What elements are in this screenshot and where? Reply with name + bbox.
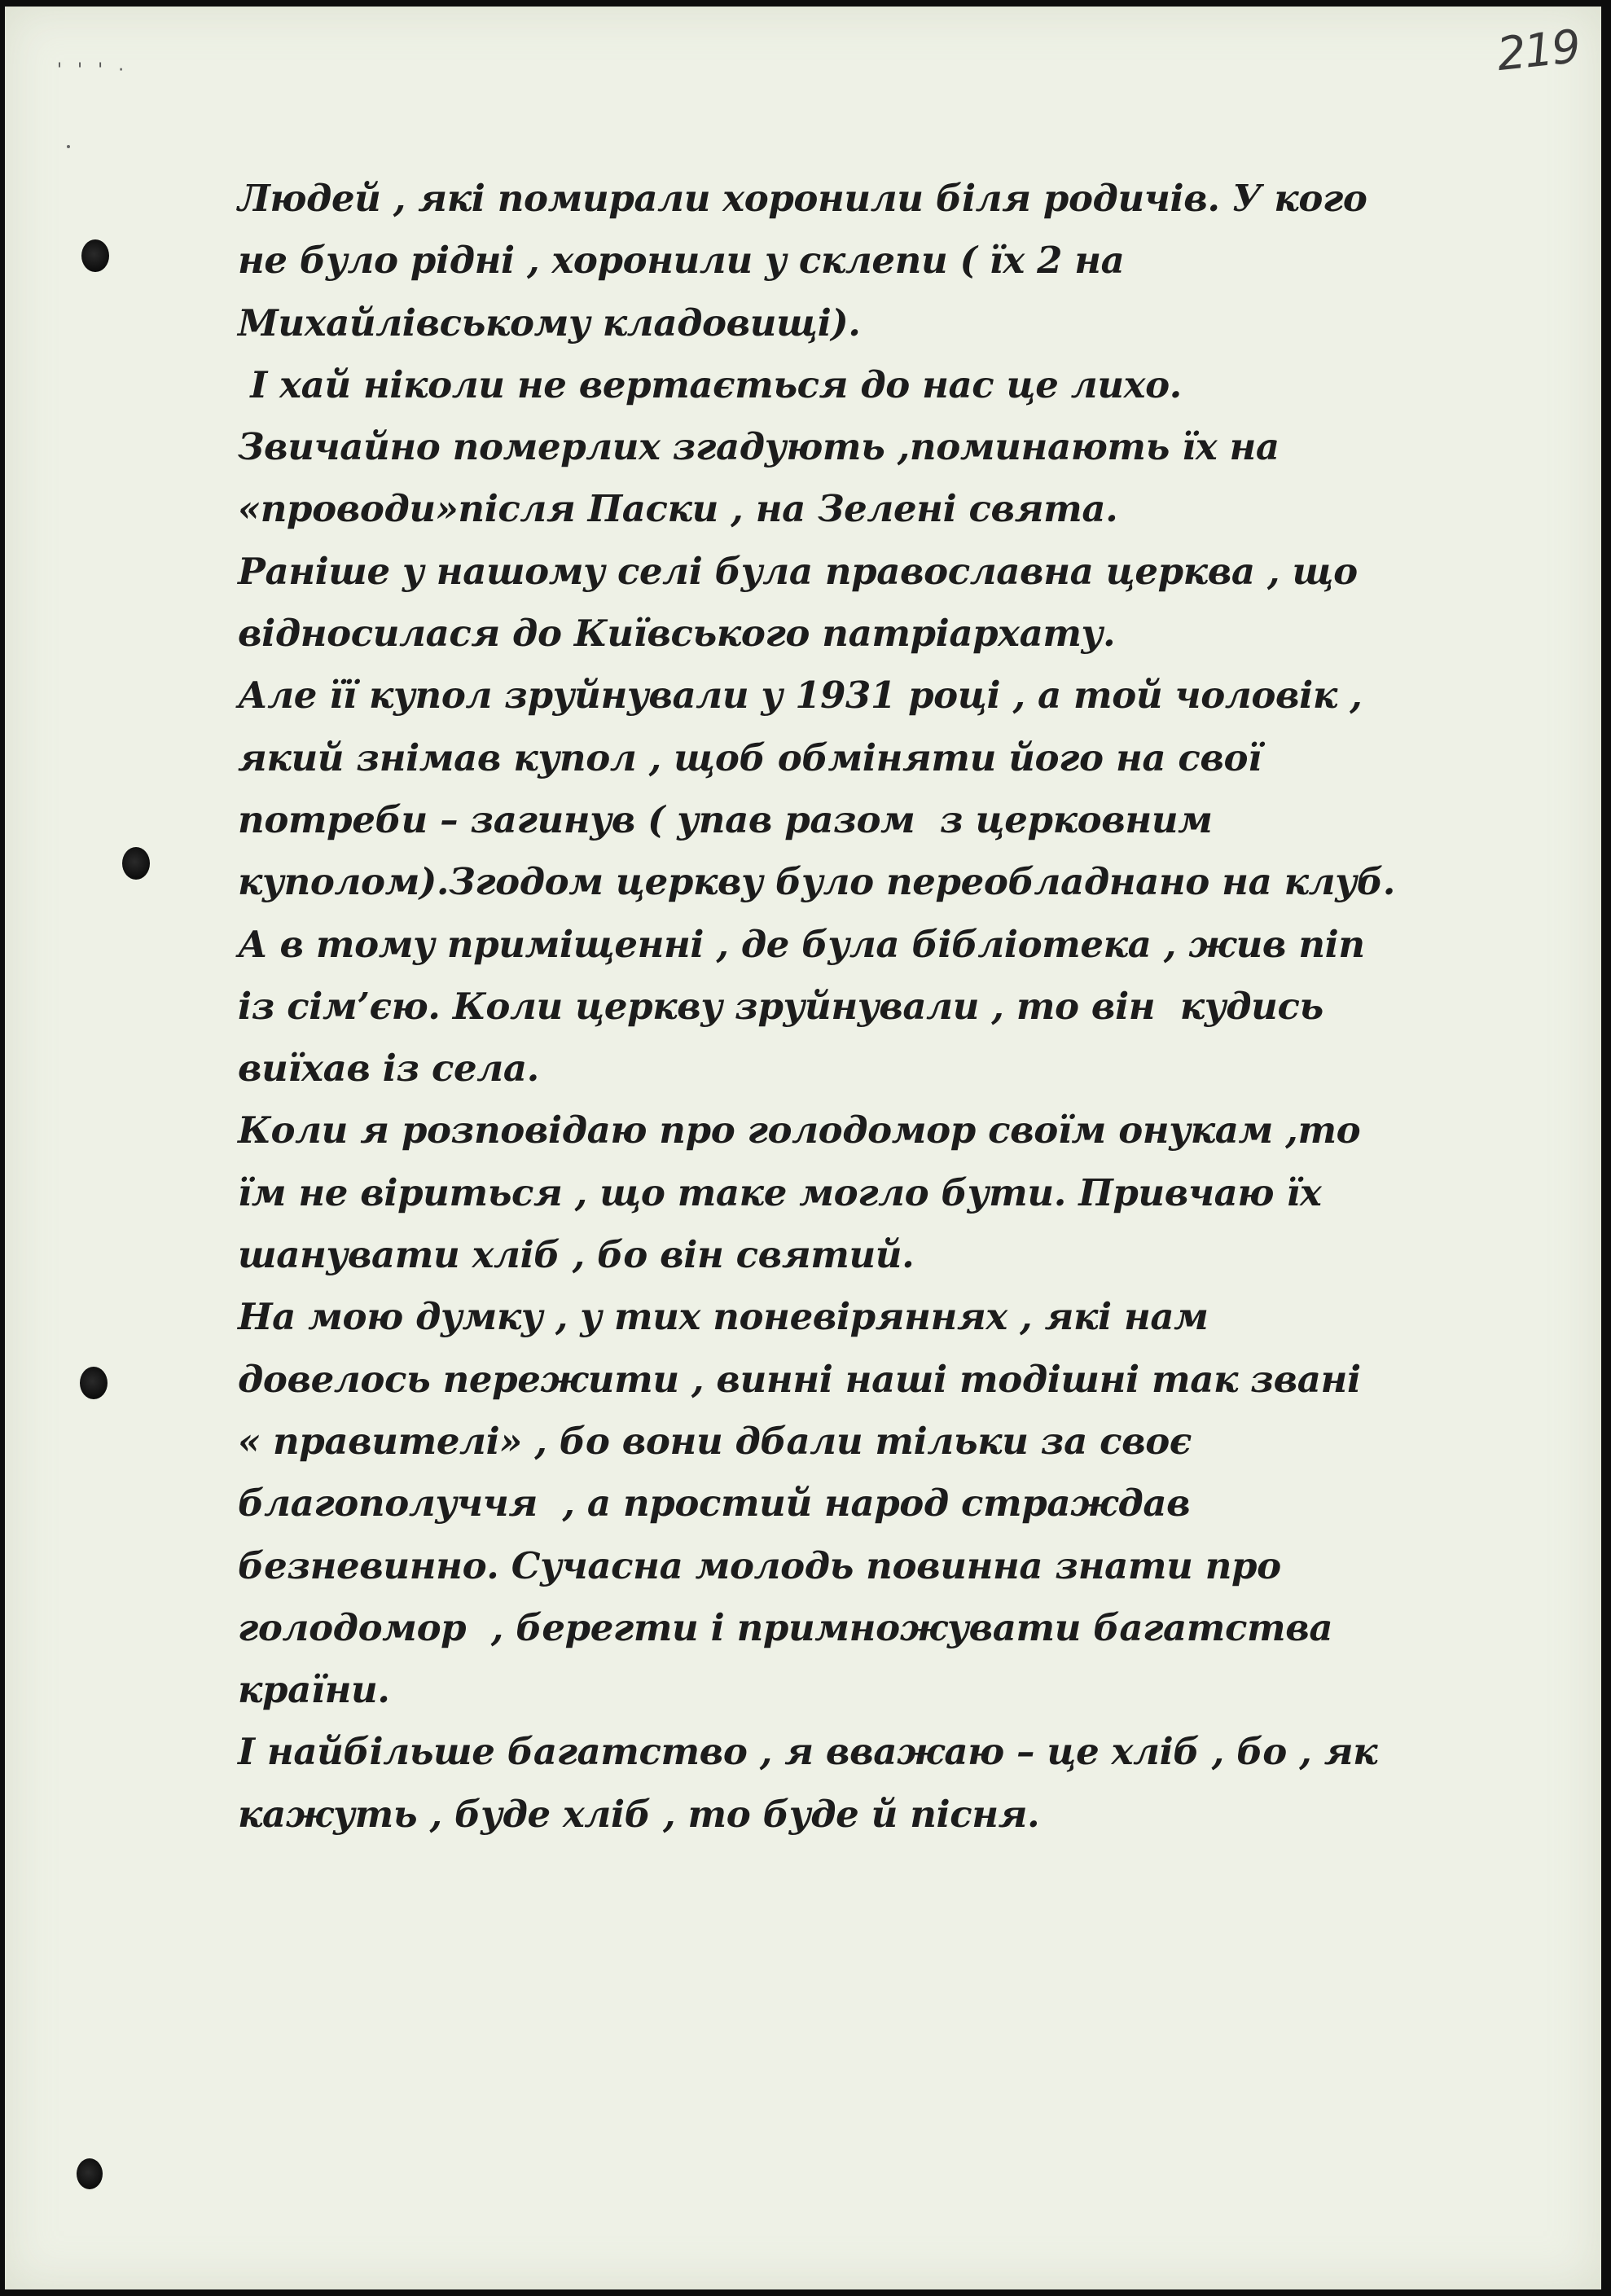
punch-hole-icon — [80, 1367, 108, 1399]
document-text — [238, 168, 1508, 1846]
text-line: кажуть , буде хліб , то буде й пісня. — [238, 1792, 1040, 1836]
text-line: « правителі» , бо вони дбали тільки за своє — [238, 1419, 1192, 1463]
text-line: виїхав із села. — [238, 1047, 539, 1091]
text-line: безневинно. Сучасна молодь повинна знати про — [238, 1543, 1281, 1587]
text-line: благополуччя , а простий народ страждав — [238, 1482, 1191, 1526]
text-line: Коли я розповідаю про голодомор своїм онукам ,то — [238, 1108, 1361, 1152]
text-line: А в тому приміщенні , де була бібліотека , жив піп — [238, 922, 1365, 966]
text-line: потреби – загинув ( упав разом з церковним — [238, 797, 1213, 841]
text-line: який знімав купол , щоб обміняти його на свої — [238, 735, 1262, 779]
text-line: довелось пережити , винні наші тодішні так звані — [238, 1357, 1361, 1401]
text-line: не було рідні , хоронили у склепи ( їх 2 на — [238, 239, 1125, 283]
text-line: відносилася до Київського патріархату. — [238, 612, 1116, 656]
text-line: Михайлівському кладовищі). — [238, 301, 861, 345]
punch-hole-icon — [81, 239, 109, 272]
corner-marks: ' ' ' · — [57, 60, 129, 81]
text-line: На мою думку , у тих поневіряннях , які нам — [238, 1295, 1209, 1339]
text-line: І найбільше багатство , я вважаю – це хліб , бо , як — [238, 1730, 1378, 1774]
scan-speck — [67, 145, 70, 148]
page-number: 219 — [1494, 20, 1582, 82]
text-line: «проводи»після Паски , на Зелені свята. — [238, 487, 1118, 531]
text-line: Раніше у нашому селі була православна церква , що — [238, 549, 1358, 593]
text-line: голодомор , берегти і примножувати багатства — [238, 1605, 1333, 1649]
text-line: країни. — [238, 1668, 390, 1712]
text-line: їм не віриться , що таке могло бути. Привчаю їх — [238, 1170, 1322, 1214]
punch-hole-icon — [77, 2158, 103, 2189]
punch-hole-icon — [122, 847, 150, 880]
text-line: із сім’єю. Коли церкву зруйнували , то він кудись — [238, 984, 1323, 1028]
text-line: Людей , які помирали хоронили біля родичів. У кого — [238, 177, 1367, 220]
document-page — [5, 7, 1601, 2289]
text-line: Але її купол зруйнували у 1931 році , а той чоловік , — [238, 674, 1363, 718]
text-line: куполом).Згодом церкву було переобладнано на клуб. — [238, 860, 1396, 904]
text-line: Звичайно померлих згадують ,поминають їх на — [238, 425, 1280, 469]
text-line: шанувати хліб , бо він святий. — [238, 1233, 915, 1277]
text-line: І хай ніколи не вертається до нас це лихо. — [238, 362, 1182, 406]
